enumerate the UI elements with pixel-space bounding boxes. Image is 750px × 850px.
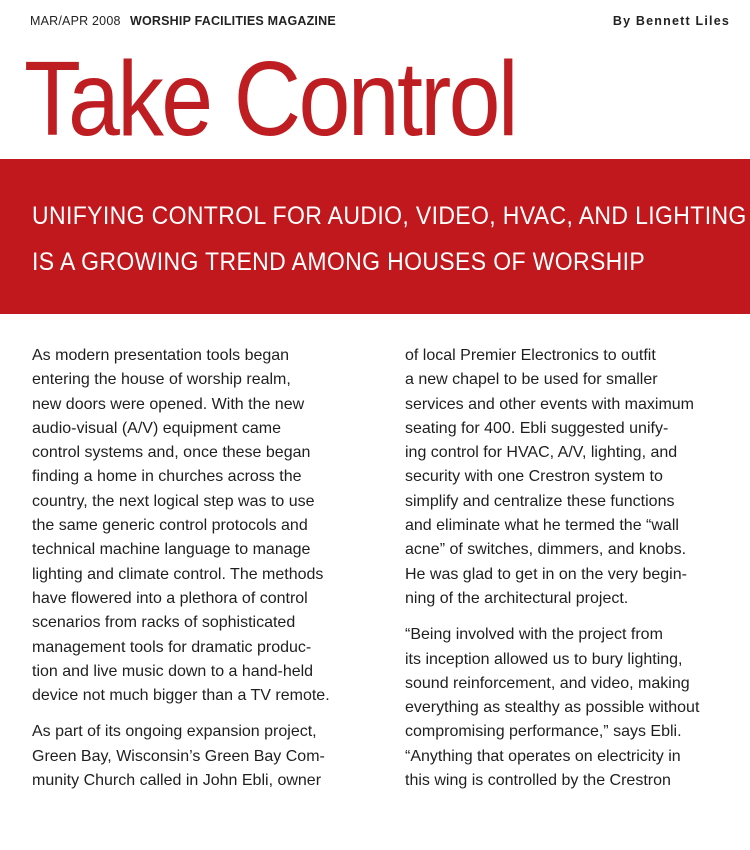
- issue-date: MAR/APR 2008: [30, 14, 121, 28]
- text-line: “Being involved with the project from: [405, 626, 663, 644]
- paragraph: [32, 720, 372, 793]
- text-line: “Anything that operates on electricity in: [405, 747, 681, 765]
- text-line: ning of the architectural project.: [405, 589, 629, 607]
- author-byline: By Bennett Liles: [612, 14, 730, 28]
- paragraph: [32, 344, 372, 708]
- text-line: Green Bay, Wisconsin’s Green Bay Com-: [32, 747, 325, 765]
- subtitle-banner: [0, 159, 750, 314]
- text-line: and eliminate what he termed the “wall: [405, 517, 679, 535]
- text-line: simplify and centralize these functions: [405, 492, 675, 510]
- text-line: sound reinforcement, and video, making: [405, 674, 690, 692]
- paragraph: [405, 623, 745, 793]
- text-line: technical machine language to manage: [32, 541, 311, 559]
- subtitle-line: UNIFYING CONTROL FOR AUDIO, VIDEO, HVAC, AND LIGHTING: [32, 202, 747, 230]
- text-line: control systems and, once these began: [32, 444, 311, 462]
- text-line: munity Church called in John Ebli, owner: [32, 772, 322, 790]
- text-line: lighting and climate control. The methods: [32, 565, 324, 583]
- text-line: acne” of switches, dimmers, and knobs.: [405, 541, 687, 559]
- page-header: [30, 14, 730, 34]
- text-line: tion and live music down to a hand-held: [32, 662, 314, 680]
- text-line: new doors were opened. With the new: [32, 395, 305, 413]
- text-line: ing control for HVAC, A/V, lighting, and: [405, 444, 678, 462]
- text-line: everything as stealthy as possible without: [405, 699, 700, 717]
- magazine-name: WORSHIP FACILITIES MAGAZINE: [130, 14, 336, 28]
- text-line: services and other events with maximum: [405, 395, 694, 413]
- article-title: Take Control: [24, 40, 516, 158]
- text-line: As part of its ongoing expansion project,: [32, 723, 317, 741]
- text-line: of local Premier Electronics to outfit: [405, 347, 656, 364]
- left-column: [32, 344, 372, 805]
- text-line: management tools for dramatic produc-: [32, 638, 312, 656]
- text-line: its inception allowed us to bury lighting,: [405, 650, 683, 668]
- text-line: seating for 400. Ebli suggested unify-: [405, 419, 669, 437]
- text-line: finding a home in churches across the: [32, 468, 302, 486]
- subtitle-line: IS A GROWING TREND AMONG HOUSES OF WORSHIP: [32, 248, 646, 276]
- article-subtitle: [32, 193, 747, 285]
- text-line: the same generic control protocols and: [32, 517, 308, 535]
- text-line: device not much bigger than a TV remote.: [32, 687, 330, 705]
- text-line: this wing is controlled by the Crestron: [405, 772, 671, 790]
- text-line: compromising performance,” says Ebli.: [405, 723, 682, 741]
- text-line: entering the house of worship realm,: [32, 371, 291, 389]
- text-line: scenarios from racks of sophisticated: [32, 614, 296, 632]
- text-line: have flowered into a plethora of control: [32, 589, 308, 607]
- text-line: As modern presentation tools began: [32, 347, 290, 364]
- text-line: a new chapel to be used for smaller: [405, 371, 658, 389]
- right-column: [405, 344, 745, 805]
- text-line: audio-visual (A/V) equipment came: [32, 419, 282, 437]
- text-line: security with one Crestron system to: [405, 468, 663, 486]
- text-line: He was glad to get in on the very begin-: [405, 565, 687, 583]
- text-line: country, the next logical step was to use: [32, 492, 315, 510]
- paragraph: [405, 344, 745, 611]
